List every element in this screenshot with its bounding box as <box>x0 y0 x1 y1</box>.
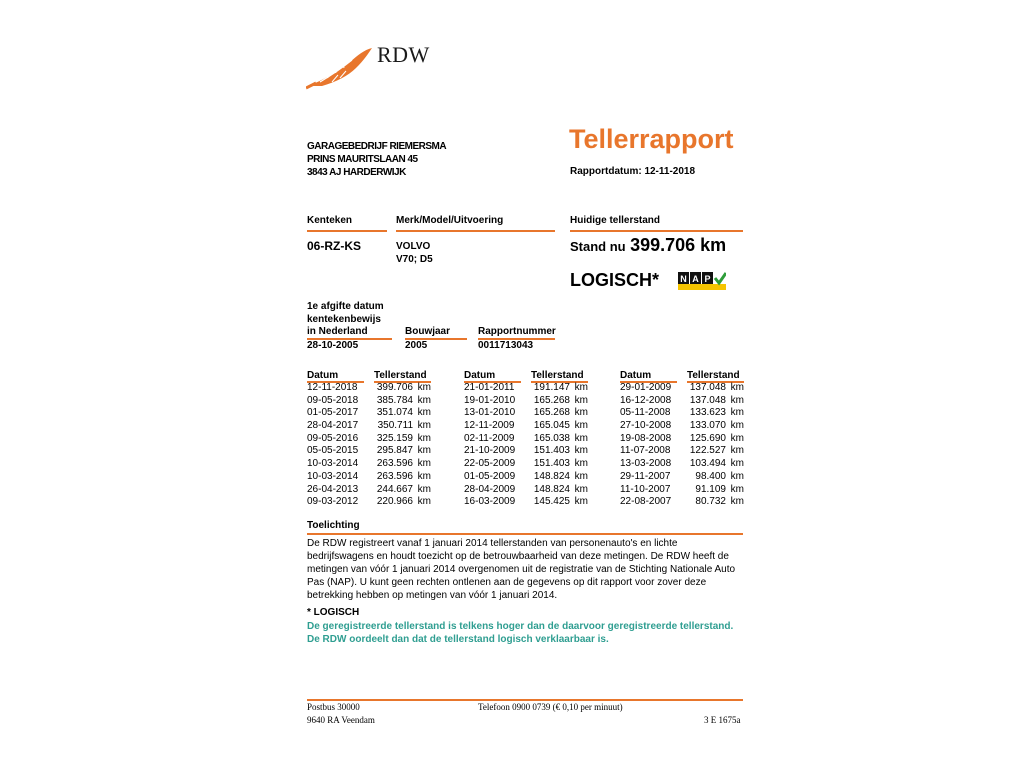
current-reading <box>570 235 726 256</box>
reading-date: 09-05-2018 <box>307 394 359 406</box>
col-datum-header: Datum <box>464 370 496 381</box>
address-line: 3843 AJ HARDERWIJK <box>307 167 406 178</box>
reading-row <box>307 496 431 509</box>
reading-unit: km <box>730 445 744 457</box>
reading-date: 09-03-2012 <box>307 496 359 508</box>
reading-date: 11-10-2007 <box>620 483 671 495</box>
reading-value: 325.159 <box>376 432 413 444</box>
readings-column <box>307 370 431 509</box>
reading-unit: km <box>730 382 744 393</box>
reading-row <box>620 395 744 408</box>
reading-value: 133.623 <box>689 407 726 419</box>
rapportnummer-label: Rapportnummer <box>478 326 556 337</box>
reading-row <box>307 407 431 420</box>
reading-value: 148.824 <box>533 470 570 482</box>
reading-unit: km <box>417 407 431 419</box>
bouwjaar-value: 2005 <box>405 340 428 351</box>
reading-unit: km <box>574 470 588 482</box>
reading-unit: km <box>730 432 744 444</box>
reading-value: 350.711 <box>377 420 413 432</box>
kenteken-label: Kenteken <box>307 215 353 226</box>
first-date-value: 28-10-2005 <box>307 340 359 351</box>
reading-unit: km <box>730 483 744 495</box>
reading-row <box>307 445 431 458</box>
col-tellerstand-header: Tellerstand <box>531 370 584 381</box>
reading-row <box>307 382 431 395</box>
reading-date: 22-05-2009 <box>464 458 516 470</box>
reading-value: 385.784 <box>376 394 413 406</box>
reading-unit: km <box>730 470 744 482</box>
reading-unit: km <box>417 496 431 508</box>
reading-date: 26-04-2013 <box>307 483 359 495</box>
reading-value: 165.268 <box>533 407 570 419</box>
reading-date: 22-08-2007 <box>620 496 672 508</box>
divider <box>307 533 743 535</box>
nap-check-icon <box>678 272 726 290</box>
stand-prefix: Stand nu <box>570 239 626 254</box>
reading-row <box>464 471 588 484</box>
reading-date: 13-01-2010 <box>464 407 516 419</box>
reading-value: 148.824 <box>533 483 570 495</box>
reading-row <box>307 484 431 497</box>
reading-unit: km <box>417 394 431 406</box>
reading-date: 11-07-2008 <box>620 445 671 457</box>
footer-code: 3 E 1675a <box>704 715 741 725</box>
huidige-tellerstand-label: Huidige tellerstand <box>570 215 661 226</box>
reading-value: 122.527 <box>689 445 726 457</box>
reading-unit: km <box>417 382 431 393</box>
reading-row <box>620 458 744 471</box>
reading-date: 28-04-2009 <box>464 483 516 495</box>
reading-value: 103.494 <box>689 458 726 470</box>
reading-unit: km <box>574 382 588 393</box>
col-datum-header: Datum <box>620 370 652 381</box>
reading-unit: km <box>730 458 744 470</box>
verdict: LOGISCH* <box>570 270 660 290</box>
reading-value: 220.966 <box>376 496 413 508</box>
reading-date: 19-08-2008 <box>620 432 672 444</box>
reading-row <box>620 445 744 458</box>
divider <box>307 230 387 232</box>
reading-date: 09-05-2016 <box>307 432 359 444</box>
svg-text:P: P <box>704 274 711 284</box>
reading-row <box>464 496 588 509</box>
reading-row <box>464 382 588 395</box>
reading-value: 399.706 <box>376 382 413 393</box>
reading-unit: km <box>574 483 588 495</box>
reading-unit: km <box>730 496 744 508</box>
reading-unit: km <box>574 432 588 444</box>
col-tellerstand-header: Tellerstand <box>687 370 740 381</box>
reading-date: 29-01-2009 <box>620 382 672 393</box>
reading-unit: km <box>574 458 588 470</box>
reading-unit: km <box>417 470 431 482</box>
logisch-explanation: De geregistreerde tellerstand is telkens hoger dan de daarvoor geregistreerde tellerstand. De RDW oordeelt dan dat de tellerstand logisch verklaarbaar is. <box>307 621 734 645</box>
reading-unit: km <box>574 420 588 432</box>
reading-unit: km <box>417 458 431 470</box>
reading-row <box>620 420 744 433</box>
reading-date: 29-11-2007 <box>620 470 671 482</box>
address-line: PRINS MAURITSLAAN 45 <box>307 154 418 165</box>
reading-unit: km <box>730 407 744 419</box>
reading-date: 21-01-2011 <box>464 382 515 393</box>
first-date-label-line: kentekenbewijs <box>307 313 381 325</box>
first-date-label <box>307 301 384 339</box>
reading-row <box>464 458 588 471</box>
reading-date: 05-05-2015 <box>307 445 359 457</box>
reading-value: 133.070 <box>689 420 726 432</box>
reading-date: 12-11-2018 <box>307 382 358 393</box>
reading-unit: km <box>574 407 588 419</box>
reading-value: 263.596 <box>376 458 413 470</box>
recipient-address <box>307 140 446 179</box>
toelichting-heading: Toelichting <box>307 520 360 531</box>
reading-row <box>307 433 431 446</box>
reading-date: 28-04-2017 <box>307 420 359 432</box>
reading-value: 191.147 <box>533 382 570 393</box>
reading-value: 165.268 <box>533 394 570 406</box>
reading-row <box>464 445 588 458</box>
reading-row <box>307 420 431 433</box>
reading-row <box>620 407 744 420</box>
reading-value: 151.403 <box>533 458 570 470</box>
merk-value: VOLVO <box>396 241 431 252</box>
reading-date: 19-01-2010 <box>464 394 516 406</box>
reading-unit: km <box>417 420 431 432</box>
reading-value: 165.045 <box>533 420 570 432</box>
reading-unit: km <box>417 483 431 495</box>
reading-row <box>307 395 431 408</box>
reading-row <box>464 407 588 420</box>
first-date-label-line: in Nederland <box>307 326 368 337</box>
reading-unit: km <box>574 445 588 457</box>
reading-value: 351.074 <box>376 407 413 419</box>
reading-date: 13-03-2008 <box>620 458 672 470</box>
model-value: V70; D5 <box>396 254 433 265</box>
reading-unit: km <box>574 394 588 406</box>
reading-date: 01-05-2009 <box>464 470 516 482</box>
rdw-logo-text: RDW <box>377 42 430 67</box>
reading-value: 137.048 <box>689 394 726 406</box>
reading-row <box>464 484 588 497</box>
first-date-label-line: 1e afgifte datum <box>307 301 384 312</box>
divider <box>396 230 555 232</box>
footer-divider <box>307 699 743 701</box>
reading-date: 21-10-2009 <box>464 445 516 457</box>
reading-value: 80.732 <box>695 496 726 508</box>
reading-date: 16-12-2008 <box>620 394 672 406</box>
divider <box>570 230 743 232</box>
reading-date: 27-10-2008 <box>620 420 672 432</box>
reading-row <box>620 496 744 509</box>
reading-unit: km <box>730 420 744 432</box>
report-title: Tellerrapport <box>569 124 734 154</box>
reading-unit: km <box>730 394 744 406</box>
report-date: Rapportdatum: 12-11-2018 <box>570 166 696 177</box>
reading-value: 151.403 <box>533 445 570 457</box>
readings-column <box>464 370 588 509</box>
reading-unit: km <box>417 432 431 444</box>
reading-row <box>620 382 744 395</box>
reading-date: 10-03-2014 <box>307 458 359 470</box>
reading-unit: km <box>574 496 588 508</box>
reading-row <box>620 471 744 484</box>
bouwjaar-label: Bouwjaar <box>405 326 451 337</box>
svg-text:A: A <box>692 274 699 284</box>
readings-column <box>620 370 744 509</box>
stand-value: 399.706 km <box>630 235 727 255</box>
reading-date: 12-11-2009 <box>464 420 515 432</box>
reading-unit: km <box>417 445 431 457</box>
reading-row <box>307 458 431 471</box>
reading-date: 02-11-2009 <box>464 432 515 444</box>
logisch-heading: * LOGISCH <box>307 607 360 618</box>
footer-city: 9640 RA Veendam <box>307 715 375 725</box>
reading-value: 263.596 <box>376 470 413 482</box>
reading-row <box>620 433 744 446</box>
address-line: GARAGEBEDRIJF RIEMERSMA <box>307 141 447 152</box>
reading-value: 295.847 <box>376 445 413 457</box>
reading-row <box>307 471 431 484</box>
footer-phone: Telefoon 0900 0739 (€ 0,10 per minuut) <box>478 702 623 712</box>
reading-row <box>464 420 588 433</box>
reading-date: 01-05-2017 <box>307 407 359 419</box>
svg-text:N: N <box>680 274 687 284</box>
reading-row <box>620 484 744 497</box>
reading-value: 165.038 <box>533 432 570 444</box>
col-datum-header: Datum <box>307 370 339 381</box>
reading-value: 91.109 <box>695 483 726 495</box>
col-tellerstand-header: Tellerstand <box>374 370 427 381</box>
reading-value: 98.400 <box>695 470 726 482</box>
merk-label: Merk/Model/Uitvoering <box>396 215 504 226</box>
reading-date: 05-11-2008 <box>620 407 671 419</box>
reading-date: 16-03-2009 <box>464 496 516 508</box>
reading-value: 244.667 <box>376 483 413 495</box>
rapportnummer-value: 0011713043 <box>478 340 534 351</box>
kenteken-value: 06-RZ-KS <box>307 239 362 253</box>
reading-row <box>464 395 588 408</box>
reading-row <box>464 433 588 446</box>
reading-value: 137.048 <box>689 382 726 393</box>
footer-postbus: Postbus 30000 <box>307 702 360 712</box>
reading-date: 10-03-2014 <box>307 470 359 482</box>
toelichting-text: De RDW registreert vanaf 1 januari 2014 tellerstanden van personenauto's en lichte bedrijfswagens en houdt toezicht op de betrouwbaarheid van deze metingen. De RDW heeft de metingen van vóór 1 januari 2014 overgenomen uit de registratie van de Stichting Nationale Auto Pas (NAP). U kunt geen rechten ontlenen aan de gegevens op dit rapport voor zover deze betrekking hebben op metingen van vóór 1 januari 2014. <box>307 538 736 601</box>
reading-value: 125.690 <box>689 432 726 444</box>
reading-value: 145.425 <box>533 496 570 508</box>
